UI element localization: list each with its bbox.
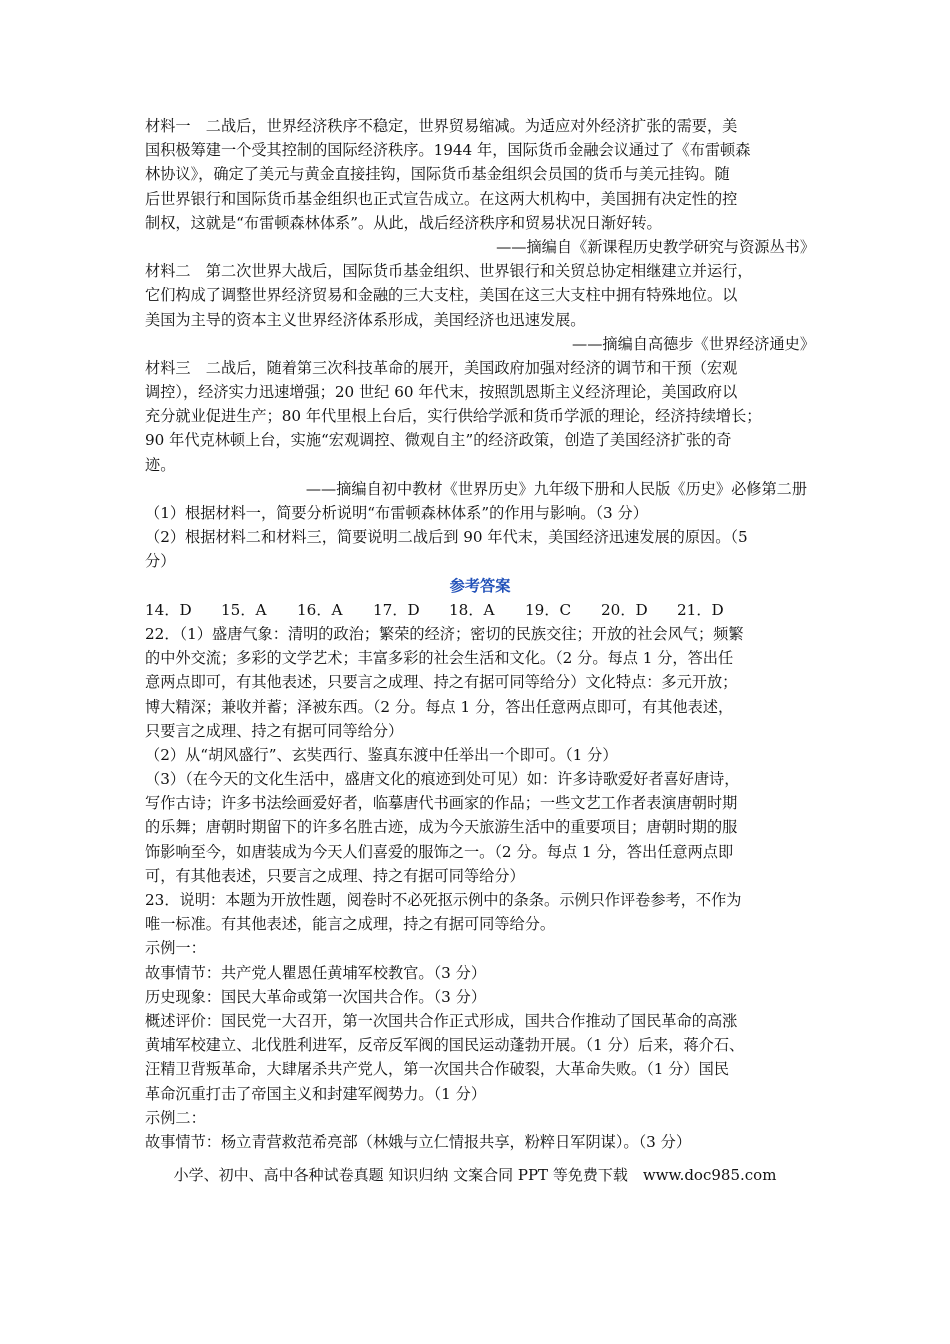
answer-line: 汪精卫背叛革命，大肆屠杀共产党人，第一次国共合作破裂，大革命失败。（1 分）国民	[145, 1060, 730, 1079]
question-line: （2）根据材料二和材料三，简要说明二战后到 90 年代末，美国经济迅速发展的原因。（5	[145, 528, 748, 547]
source-citation: ——摘编自初中教材《世界历史》九年级下册和人民版《历史》必修第二册	[305, 479, 807, 498]
text-line: 材料二 第二次世界大战后，国际货币基金组织、世界银行和关贸总协定相继建立并运行，	[145, 262, 753, 281]
answer-line: （3）（在今天的文化生活中，盛唐文化的痕迹到处可见）如：许多诗歌爱好者喜好唐诗，	[145, 770, 740, 789]
mc-answer: 15．A	[221, 600, 267, 619]
answer-line: 示例一：	[145, 939, 206, 958]
text-line: 美国为主导的资本主义世界经济体系形成，美国经济也迅速发展。	[145, 310, 586, 329]
answer-line: 可，有其他表述，只要言之成理、持之有据可同等给分）	[145, 866, 525, 885]
answer-line: 的中外交流；多彩的文学艺术；丰富多彩的社会生活和文化。（2 分。每点 1 分，答出任	[145, 649, 734, 668]
answer-line: 只要言之成理、持之有据可同等给分）	[145, 721, 404, 740]
mc-answer: 20．D	[601, 600, 648, 619]
questions	[145, 501, 815, 574]
material-1	[145, 114, 815, 259]
text-line: 后世界银行和国际货币基金组织也正式宣告成立。在这两大机构中，美国拥有决定性的控	[145, 189, 738, 208]
question-line: （1）根据材料一，简要分析说明“布雷顿森林体系”的作用与影响。（3 分）	[145, 504, 648, 522]
text-line: 迹。	[145, 455, 176, 474]
source-citation: ——摘编自《新课程历史教学研究与资源丛书》	[496, 237, 815, 256]
question-line: 分）	[145, 552, 176, 571]
text-line: 调控），经济实力迅速增强；20 世纪 60 年代末，按照凯恩斯主义经济理论，美国政府以	[145, 383, 738, 402]
text-line: 林协议》，确定了美元与黄金直接挂钩，国际货币基金组织会员国的货币与美元挂钩。随	[145, 165, 730, 184]
mc-answer: 17．D	[373, 600, 420, 619]
answer-line: 历史现象：国民大革命或第一次国共合作。（3 分）	[145, 987, 487, 1006]
mc-answer: 14．D	[145, 600, 192, 619]
answer-line: 故事情节：杨立青营救范希亮部（林娥与立仁情报共享，粉粹日军阴谋）。（3 分）	[145, 1132, 692, 1151]
answer-heading: 参考答案	[449, 576, 511, 595]
answer-line: 23．说明：本题为开放性题，阅卷时不必死抠示例中的条条。示例只作评卷参考，不作为	[145, 891, 742, 909]
document-body	[145, 114, 815, 1154]
answer-line: （2）从“胡风盛行”、玄奘西行、鉴真东渡中任举出一个即可。（1 分）	[145, 745, 618, 764]
answer-line: 的乐舞；唐朝时期留下的许多名胜古迹，成为今天旅游生活中的重要项目；唐朝时期的服	[145, 818, 738, 837]
text-line: 材料三 二战后，随着第三次科技革命的展开，美国政府加强对经济的调节和干预（宏观	[145, 358, 738, 377]
text-line: 国积极筹建一个受其控制的国际经济秩序。1944 年，国际货币金融会议通过了《布雷顿森	[145, 141, 751, 160]
material-2	[145, 259, 815, 356]
answer-line: 革命沉重打击了帝国主义和封建军阀势力。（1 分）	[145, 1084, 487, 1103]
text-line: 制权，这就是“布雷顿森林体系”。从此，战后经济秩序和贸易状况日渐好转。	[145, 213, 662, 232]
source-citation: ——摘编自高德步《世界经济通史》	[572, 334, 815, 353]
answer-line: 写作古诗；许多书法绘画爱好者，临摹唐代书画家的作品；一些文艺工作者表演唐朝时期	[145, 794, 738, 813]
text-line: 充分就业促进生产；80 年代里根上台后，实行供给学派和货币学派的理论，经济持续增长；	[145, 407, 762, 426]
multiple-choice-answers	[145, 598, 815, 622]
mc-answer: 18．A	[449, 600, 495, 619]
answer-line: 博大精深；兼收并蓄；泽被东西。（2 分。每点 1 分，答出任意两点即可，有其他表述，	[145, 697, 734, 716]
mc-answer: 21．D	[677, 600, 724, 619]
text-line: 它们构成了调整世界经济贸易和金融的三大支柱，美国在这三大支柱中拥有特殊地位。以	[145, 286, 738, 305]
answer-line: 概述评价：国民党一大召开，第一次国共合作正式形成，国共合作推动了国民革命的高涨	[145, 1011, 738, 1030]
text-line: 材料一 二战后，世界经济秩序不稳定，世界贸易缩减。为适应对外经济扩张的需要，美	[145, 117, 738, 135]
answer-line: 饰影响至今，如唐装成为今天人们喜爱的服饰之一。（2 分。每点 1 分，答出任意两点即	[145, 842, 734, 861]
answer-line: 意两点即可，有其他表述，只要言之成理、持之有据可同等给分）文化特点：多元开放；	[145, 673, 738, 692]
answer-line: 黄埔军校建立、北伐胜利进军，反帝反军阀的国民运动蓬勃开展。（1 分）后来，蒋介石、	[145, 1036, 745, 1055]
answer-text	[145, 622, 815, 1154]
answer-line: 唯一标准。有其他表述，能言之成理，持之有据可同等给分。	[145, 915, 556, 934]
text-line: 90 年代克林顿上台，实施“宏观调控、微观自主”的经济政策，创造了美国经济扩张的奇	[145, 431, 732, 450]
answer-line: 示例二：	[145, 1108, 206, 1127]
answer-line: 22．（1）盛唐气象：清明的政治；繁荣的经济；密切的民族交往；开放的社会风气；频繁	[145, 624, 744, 643]
answer-line: 故事情节：共产党人瞿恩任黄埔军校教官。（3 分）	[145, 963, 487, 982]
mc-answer: 19．C	[525, 600, 572, 619]
page-footer: 小学、初中、高中各种试卷真题 知识归纳 文案合同 PPT 等免费下载 www.doc985.com	[173, 1166, 777, 1184]
mc-answer: 16．A	[297, 600, 343, 619]
material-3	[145, 356, 815, 501]
